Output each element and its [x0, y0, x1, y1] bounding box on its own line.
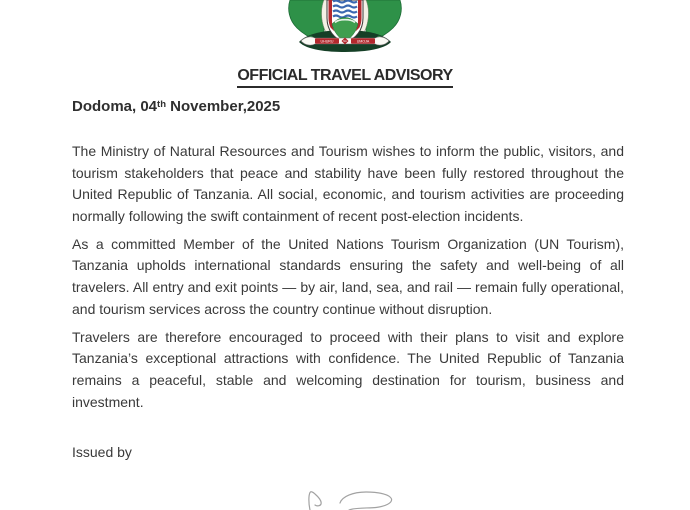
- document-body: [72, 141, 624, 470]
- emblem-motto-text-right: UMOJA: [356, 39, 370, 44]
- tanzania-coat-of-arms-emblem: [287, 0, 403, 52]
- emblem-motto-text-center: NA: [343, 40, 347, 44]
- signature-stroke-left: [309, 492, 321, 510]
- signature-stroke-oval: [340, 492, 392, 510]
- dateline-rest: November,2025: [166, 98, 281, 115]
- signature-handwriting: [300, 490, 420, 510]
- document-title: OFFICIAL TRAVEL ADVISORY: [237, 66, 452, 88]
- issued-by-label: Issued by: [72, 444, 132, 461]
- paragraph-travel-encouragement: Travelers are therefore encouraged to proceed with their plans to visit and explore Tanzania’s exceptional attractions with confidence. The United Republic of Tanzania remains a peaceful, stable and welcoming destination for tourism, business and investment.: [72, 328, 624, 410]
- paragraph-restoration-of-peace: The Ministry of Natural Resources and Tourism wishes to inform the public, visitors, and tourism stakeholders that peace and stability have been fully restored throughout the United Republic of Tanzania. All social, economic, and tourism activities are proceeding normally following the swift containment of recent post-election incidents.: [72, 143, 624, 224]
- paragraph-un-tourism-standards: As a committed Member of the United Nations Tourism Organization (UN Tourism), Tanzania upholds international standards ensuring the safety and well-being of all travelers. All entry and exit points — by air, land, sea, and rail — remain fully operational, and tourism services across the country continue without disruption.: [72, 235, 624, 317]
- dateline: [72, 98, 280, 118]
- dateline-ordinal: th: [157, 98, 166, 110]
- dateline-prefix: Dodoma, 04: [72, 98, 158, 115]
- title-row: [0, 66, 690, 88]
- emblem-motto-text-left: UHURU: [320, 39, 334, 44]
